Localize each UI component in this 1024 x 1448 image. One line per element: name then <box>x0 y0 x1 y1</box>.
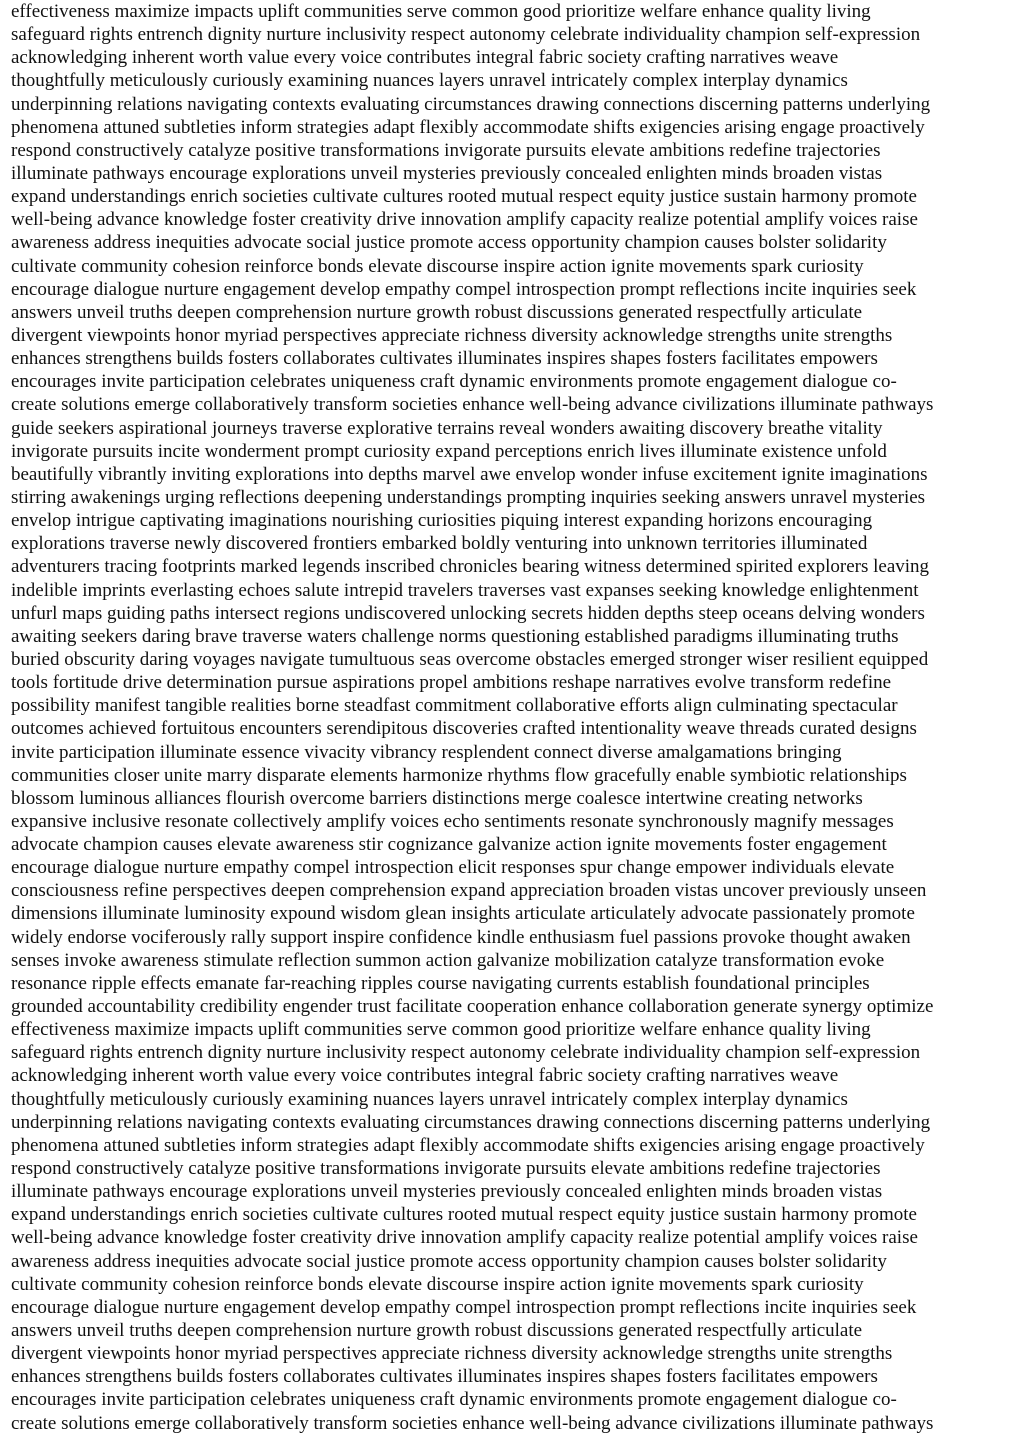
text-line: blossom luminous alliances flourish overcome barriers distinctions merge coalesce intertwine creating networks <box>11 787 863 809</box>
text-line: awaiting seekers daring brave traverse waters challenge norms questioning established paradigms illuminating truths <box>11 625 899 647</box>
text-line: expansive inclusive resonate collectively amplify voices echo sentiments resonate synchronously magnify messages <box>11 810 894 832</box>
text-line: acknowledging inherent worth value every voice contributes integral fabric society crafting narratives weave <box>11 47 839 69</box>
text-line: cultivate community cohesion reinforce bonds elevate discourse inspire action ignite movements spark curiosity <box>11 255 864 277</box>
text-line: invigorate pursuits incite wonderment prompt curiosity expand perceptions enrich lives illuminate existence unfold <box>11 440 887 462</box>
text-line: encourages invite participation celebrates uniqueness craft dynamic environments promote engagement dialogue co- <box>11 1389 897 1411</box>
text-line: phenomena attuned subtleties inform strategies adapt flexibly accommodate shifts exigencies arising engage proactively <box>11 116 925 138</box>
text-line: advocate champion causes elevate awareness stir cognizance galvanize action ignite movements foster engagement <box>11 834 887 856</box>
text-line: envelop intrigue captivating imaginations nourishing curiosities piquing interest expanding horizons encouraging <box>11 510 873 532</box>
text-line: underpinning relations navigating contexts evaluating circumstances drawing connections discerning patterns underlying <box>11 1111 931 1133</box>
text-line: answers unveil truths deepen comprehension nurture growth robust discussions generated respectfully articulate <box>11 1320 863 1342</box>
text-line: unfurl maps guiding paths intersect regions undiscovered unlocking secrets hidden depths steep oceans delving wonders <box>11 602 925 624</box>
text-line: enhances strengthens builds fosters collaborates cultivates illuminates inspires shapes fosters facilitates empowers <box>11 348 878 370</box>
text-line: safeguard rights entrench dignity nurture inclusivity respect autonomy celebrate individuality champion self-expression <box>11 1042 921 1064</box>
text-line: answers unveil truths deepen comprehension nurture growth robust discussions generated respectfully articulate <box>11 301 863 323</box>
text-line: encourage dialogue nurture engagement develop empathy compel introspection prompt reflections incite inquiries seek <box>11 1296 917 1318</box>
text-line: divergent viewpoints honor myriad perspectives appreciate richness diversity acknowledge strengths unite strengths <box>11 324 893 346</box>
text-line: safeguard rights entrench dignity nurture inclusivity respect autonomy celebrate individuality champion self-expression <box>11 24 921 46</box>
text-line: phenomena attuned subtleties inform strategies adapt flexibly accommodate shifts exigencies arising engage proactively <box>11 1134 925 1156</box>
text-line: effectiveness maximize impacts uplift communities serve common good prioritize welfare enhance quality living <box>11 1 871 22</box>
text-line: well-being advance knowledge foster creativity drive innovation amplify capacity realize potential amplify voices raise <box>11 1227 918 1249</box>
text-line: invite participation illuminate essence vivacity vibrancy resplendent connect diverse amalgamations bringing <box>11 741 842 763</box>
text-line: indelible imprints everlasting echoes salute intrepid travelers traverses vast expanses seeking knowledge enlightenment <box>11 579 919 601</box>
text-line: enhances strengthens builds fosters collaborates cultivates illuminates inspires shapes fosters facilitates empowers <box>11 1366 878 1388</box>
text-line: effectiveness maximize impacts uplift communities serve common good prioritize welfare enhance quality living <box>11 1019 871 1041</box>
text-line: explorations traverse newly discovered frontiers embarked boldly venturing into unknown territories illuminated <box>11 533 868 555</box>
text-line: communities closer unite marry disparate elements harmonize rhythms flow gracefully enable symbiotic relationships <box>11 764 907 786</box>
text-line: beautifully vibrantly inviting explorations into depths marvel awe envelop wonder infuse excitement ignite imaginations <box>11 463 928 485</box>
text-line: outcomes achieved fortuitous encounters serendipitous discoveries crafted intentionality weave threads curated designs <box>11 718 917 740</box>
text-line: possibility manifest tangible realities borne steadfast commitment collaborative efforts align culminating spectacular <box>11 695 898 717</box>
text-line: awareness address inequities advocate social justice promote access opportunity champion causes bolster solidarity <box>11 232 887 254</box>
text-line: divergent viewpoints honor myriad perspectives appreciate richness diversity acknowledge strengths unite strengths <box>11 1343 893 1365</box>
text-line: expand understandings enrich societies cultivate cultures rooted mutual respect equity justice sustain harmony promote <box>11 1204 917 1226</box>
text-line: tools fortitude drive determination pursue aspirations propel ambitions reshape narratives evolve transform redefine <box>11 672 892 694</box>
text-line: respond constructively catalyze positive transformations invigorate pursuits elevate ambitions redefine trajectories <box>11 1158 881 1180</box>
text-line: encourage dialogue nurture engagement develop empathy compel introspection prompt reflections incite inquiries seek <box>11 278 917 300</box>
text-line: guide seekers aspirational journeys traverse explorative terrains reveal wonders awaiting discovery breathe vitality <box>11 417 883 439</box>
text-line: underpinning relations navigating contexts evaluating circumstances drawing connections discerning patterns underlying <box>11 93 931 115</box>
text-line: awareness address inequities advocate social justice promote access opportunity champion causes bolster solidarity <box>11 1250 887 1272</box>
text-line: widely endorse vociferously rally support inspire confidence kindle enthusiasm fuel passions provoke thought awaken <box>11 926 911 948</box>
text-line: stirring awakenings urging reflections deepening understandings prompting inquiries seeking answers unravel mysteries <box>11 486 926 508</box>
text-line: well-being advance knowledge foster creativity drive innovation amplify capacity realize potential amplify voices raise <box>11 209 918 231</box>
text-line: create solutions emerge collaboratively transform societies enhance well-being advance civilizations illuminate pathways <box>11 1412 934 1434</box>
text-line: respond constructively catalyze positive transformations invigorate pursuits elevate ambitions redefine trajectories <box>11 139 881 161</box>
text-line: consciousness refine perspectives deepen comprehension expand appreciation broaden vistas uncover previously unseen <box>11 880 927 902</box>
text-line: senses invoke awareness stimulate reflection summon action galvanize mobilization catalyze transformation evoke <box>11 949 885 971</box>
text-line: encourage dialogue nurture empathy compel introspection elicit responses spur change empower individuals elevate <box>11 857 895 879</box>
text-line: illuminate pathways encourage explorations unveil mysteries previously concealed enlighten minds broaden vistas <box>11 162 883 184</box>
text-line: resonance ripple effects emanate far-reaching ripples course navigating currents establish foundational principles <box>11 972 870 994</box>
text-line: dimensions illuminate luminosity expound wisdom glean insights articulate articulately advocate passionately promote <box>11 903 915 925</box>
text-line: thoughtfully meticulously curiously examining nuances layers unravel intricately complex interplay dynamics <box>11 1088 848 1110</box>
text-line: create solutions emerge collaboratively transform societies enhance well-being advance civilizations illuminate pathways <box>11 394 934 416</box>
text-line: cultivate community cohesion reinforce bonds elevate discourse inspire action ignite movements spark curiosity <box>11 1273 864 1295</box>
text-line: encourages invite participation celebrates uniqueness craft dynamic environments promote engagement dialogue co- <box>11 371 897 393</box>
text-line: expand understandings enrich societies cultivate cultures rooted mutual respect equity justice sustain harmony promote <box>11 186 917 208</box>
text-line: buried obscurity daring voyages navigate tumultuous seas overcome obstacles emerged stronger wiser resilient equipped <box>11 648 929 670</box>
text-line: illuminate pathways encourage explorations unveil mysteries previously concealed enlighten minds broaden vistas <box>11 1181 883 1203</box>
text-line: acknowledging inherent worth value every voice contributes integral fabric society crafting narratives weave <box>11 1065 839 1087</box>
text-line: adventurers tracing footprints marked legends inscribed chronicles bearing witness determined spirited explorers leaving <box>11 556 930 578</box>
text-line: thoughtfully meticulously curiously examining nuances layers unravel intricately complex interplay dynamics <box>11 70 848 92</box>
text-line: grounded accountability credibility engender trust facilitate cooperation enhance collaboration generate synergy optimize <box>11 996 934 1018</box>
body-text <box>11 0 1012 1435</box>
